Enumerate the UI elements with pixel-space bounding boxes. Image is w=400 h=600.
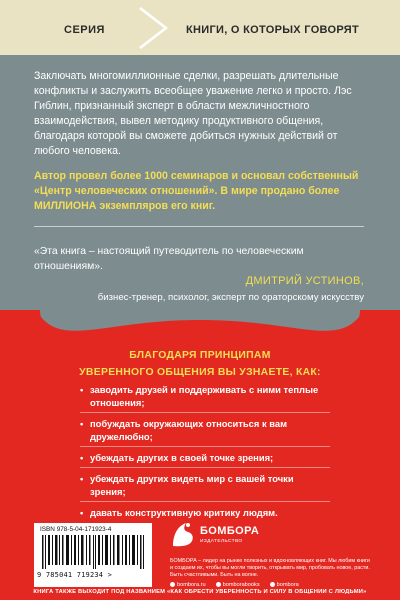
social-link[interactable]	[216, 582, 260, 588]
social-link[interactable]	[270, 582, 299, 588]
isbn: ISBN 978-5-04-171923-4	[40, 526, 112, 533]
author-stats: Автор провел более 1000 семинаров и основал собственный «Центр человеческих отношений». В мире продано более МИЛЛИОНА экземпляров его книг.	[34, 170, 359, 212]
social-link[interactable]	[170, 582, 206, 588]
review-quote: «Эта книга – настоящий путеводитель по человеческим отношениям».	[34, 246, 304, 272]
series-name: КНИГИ, О КОТОРЫХ ГОВОРЯТ	[186, 24, 359, 36]
book-description: Заключать многомиллионные сделки, разрешать длительные конфликты и заслужить всеобщее уважение легко и просто. Лэс Гиблин, признанный эксперт в области межличностного взаимодействия, вывел методику продуктивного общения, благодаря которой вы сможете добиться нужных действий от любого человека.	[34, 70, 352, 157]
list-item: • заводить друзей и поддерживать с ними теплые отношения;	[80, 383, 330, 413]
alt-title-text: КНИГА ТАКЖЕ ВЫХОДИТ ПОД НАЗВАНИЕМ «КАК ОБРЕСТИ УВЕРЕННОСТЬ И СИЛУ В ОБЩЕНИИ С ЛЮДЬМИ»	[33, 589, 367, 595]
divider	[34, 226, 364, 227]
social-icon	[216, 582, 221, 587]
chevron-right-icon	[136, 6, 172, 50]
publisher-name: БОМБОРА	[200, 525, 260, 537]
publisher-socials	[170, 582, 299, 588]
list-item: • побуждать окружающих относиться к вам дружелюбно;	[80, 417, 330, 447]
social-link-label: bombora.ru	[177, 582, 206, 588]
learn-heading-line-2: УВЕРЕННОГО ОБЩЕНИЯ ВЫ УЗНАЕТЕ, КАК:	[79, 367, 321, 378]
series-label: СЕРИЯ	[64, 24, 105, 36]
quote-author-role: бизнес-тренер, психолог, эксперт по ораторскому искусству	[97, 292, 364, 303]
social-link-label: bomborabooks	[222, 582, 260, 588]
social-icon	[270, 582, 275, 587]
barcode-digits: 9 785041 719234 >	[37, 571, 113, 579]
globe-icon	[170, 582, 175, 587]
publisher-logo-icon	[170, 520, 196, 548]
barcode-bars	[42, 535, 146, 569]
barcode	[34, 523, 152, 587]
publisher-description: БОМБОРА – лидер на рынке полезных и вдохновляющих книг. Мы любим книги и создаем их, чтобы вы могли творить, открывать мир, пробовать новое, расти. Быть счастливыми. Быть на волне.	[170, 558, 370, 578]
social-link-label: bombora	[276, 582, 299, 588]
alt-title-note	[0, 589, 400, 600]
learn-heading	[0, 347, 400, 381]
list-item: • давать конструктивную критику людям.	[80, 506, 330, 522]
quote-author: ДМИТРИЙ УСТИНОВ,	[245, 275, 364, 287]
publisher-subtitle: ИЗДАТЕЛЬСТВО	[200, 539, 243, 544]
series-header	[0, 0, 400, 55]
list-item: • убеждать других в своей точке зрения;	[80, 451, 330, 468]
list-item: • убеждать других видеть мир с вашей точки зрения;	[80, 472, 330, 502]
learn-heading-line-1: БЛАГОДАРЯ ПРИНЦИПАМ	[129, 350, 271, 361]
learn-list	[80, 383, 330, 526]
